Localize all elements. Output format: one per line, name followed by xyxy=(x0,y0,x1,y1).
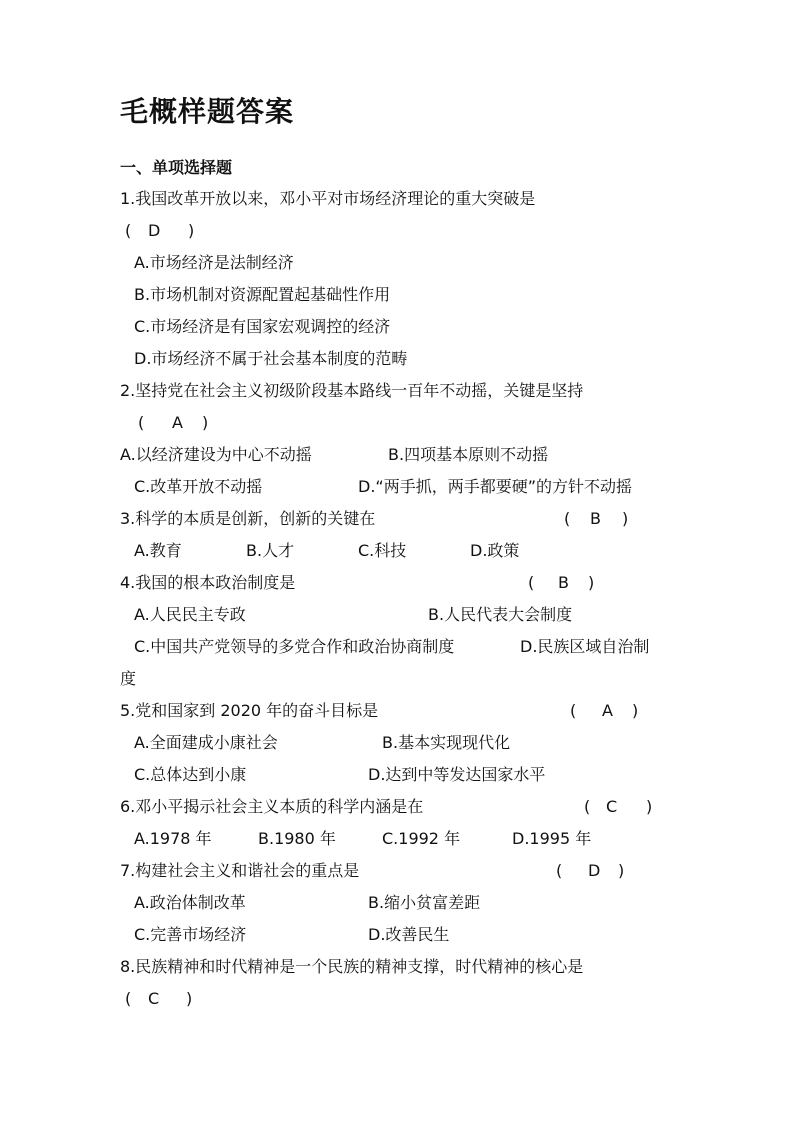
section-heading: 一、单项选择题 xyxy=(120,158,233,177)
question-6-answer: C xyxy=(606,797,618,816)
question-7-answer: D xyxy=(588,861,601,880)
question-5-option-a: A.全面建成小康社会 xyxy=(134,733,278,752)
question-3-option-b: B.人才 xyxy=(246,541,295,560)
question-4-option-d: D.民族区域自治制 xyxy=(520,637,650,656)
question-4-answer: B xyxy=(558,573,569,592)
paren-close: ) xyxy=(588,573,595,592)
question-5-answer: A xyxy=(602,701,613,720)
question-5-stem: 5.党和国家到 2020 年的奋斗目标是 xyxy=(120,701,379,720)
question-2-option-d: D.“两手抓，两手都要硬”的方针不动摇 xyxy=(358,477,632,496)
question-4-option-c: C.中国共产党领导的多党合作和政治协商制度 xyxy=(134,637,455,656)
question-8-answer: C xyxy=(148,989,160,1008)
question-4-option-a: A.人民民主专政 xyxy=(134,605,246,624)
question-7-option-c: C.完善市场经济 xyxy=(134,925,247,944)
paren-open: ( xyxy=(138,413,145,432)
question-1-stem: 1.我国改革开放以来，邓小平对市场经济理论的重大突破是 xyxy=(120,189,536,208)
paren-open: ( xyxy=(125,221,132,240)
paren-close: ) xyxy=(186,989,193,1008)
question-2-option-a: A.以经济建设为中心不动摇 xyxy=(120,445,312,464)
question-3-option-c: C.科技 xyxy=(358,541,407,560)
question-6-option-a: A.1978 年 xyxy=(134,829,212,848)
paren-close: ) xyxy=(618,861,625,880)
paren-open: ( xyxy=(564,509,571,528)
question-7-stem: 7.构建社会主义和谐社会的重点是 xyxy=(120,861,360,880)
paren-open: ( xyxy=(556,861,563,880)
question-3-answer: B xyxy=(590,509,601,528)
question-2-option-b: B.四项基本原则不动摇 xyxy=(388,445,549,464)
question-4-option-d-wrap: 度 xyxy=(120,669,137,688)
question-6-option-d: D.1995 年 xyxy=(512,829,592,848)
paren-close: ) xyxy=(632,701,639,720)
question-5-option-d: D.达到中等发达国家水平 xyxy=(368,765,546,784)
question-6-option-c: C.1992 年 xyxy=(382,829,461,848)
question-4-option-b: B.人民代表大会制度 xyxy=(428,605,573,624)
question-3-stem: 3.科学的本质是创新，创新的关键在 xyxy=(120,509,376,528)
question-6-stem: 6.邓小平揭示社会主义本质的科学内涵是在 xyxy=(120,797,424,816)
paren-close: ) xyxy=(646,797,653,816)
paren-open: ( xyxy=(584,797,591,816)
question-5-option-b: B.基本实现现代化 xyxy=(382,733,511,752)
question-7-option-b: B.缩小贫富差距 xyxy=(368,893,481,912)
paren-close: ) xyxy=(202,413,209,432)
question-2-option-c: C.改革开放不动摇 xyxy=(134,477,263,496)
question-7-option-d: D.改善民生 xyxy=(368,925,450,944)
question-7-option-a: A.政治体制改革 xyxy=(134,893,246,912)
question-1-option-a: A.市场经济是法制经济 xyxy=(134,253,294,272)
question-2-answer: A xyxy=(172,413,183,432)
question-3-option-a: A.教育 xyxy=(134,541,182,560)
paren-open: ( xyxy=(570,701,577,720)
question-3-option-d: D.政策 xyxy=(470,541,520,560)
question-6-option-b: B.1980 年 xyxy=(258,829,336,848)
document-title: 毛概样题答案 xyxy=(120,95,295,128)
question-8-stem: 8.民族精神和时代精神是一个民族的精神支撑，时代精神的核心是 xyxy=(120,957,584,976)
question-1-option-c: C.市场经济是有国家宏观调控的经济 xyxy=(134,317,391,336)
paren-open: ( xyxy=(125,989,132,1008)
question-1-option-d: D.市场经济不属于社会基本制度的范畴 xyxy=(134,349,408,368)
question-2-stem: 2.坚持党在社会主义初级阶段基本路线一百年不动摇，关键是坚持 xyxy=(120,381,584,400)
paren-close: ) xyxy=(622,509,629,528)
question-1-option-b: B.市场机制对资源配置起基础性作用 xyxy=(134,285,391,304)
paren-open: ( xyxy=(528,573,535,592)
paren-close: ) xyxy=(188,221,195,240)
question-4-stem: 4.我国的根本政治制度是 xyxy=(120,573,296,592)
question-1-answer: D xyxy=(148,221,161,240)
question-5-option-c: C.总体达到小康 xyxy=(134,765,247,784)
